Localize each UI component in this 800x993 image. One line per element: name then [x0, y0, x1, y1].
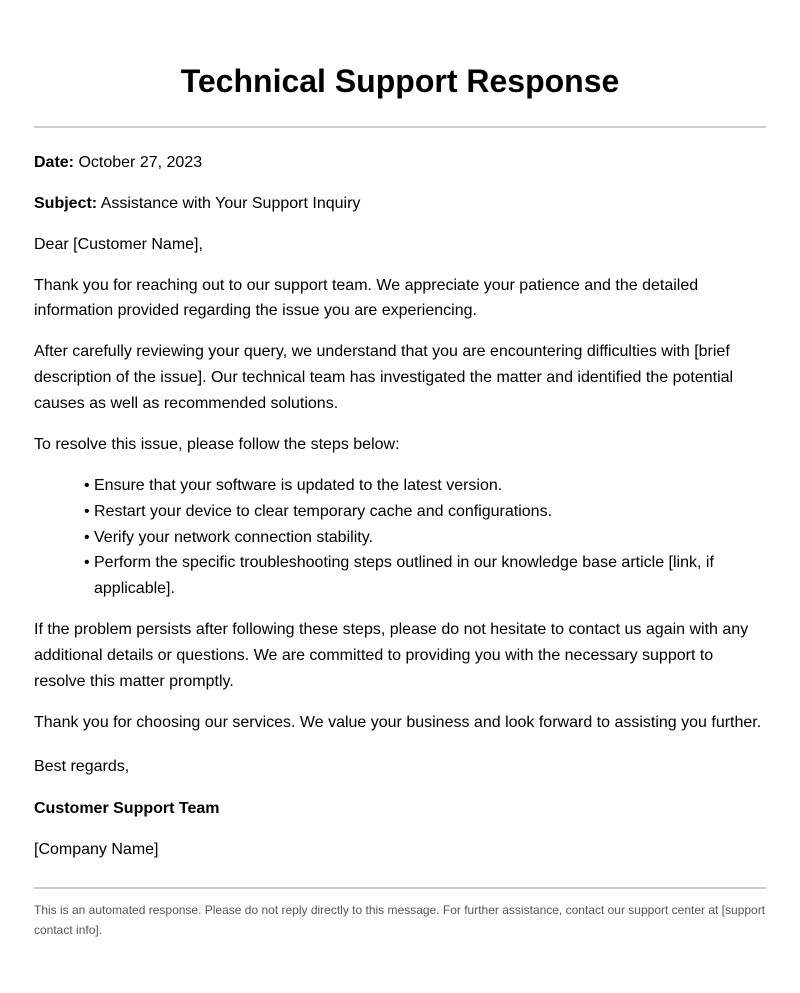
- salutation: Dear [Customer Name],: [34, 235, 203, 253]
- paragraph-thanks: Thank you for reaching out to our support team. We appreciate your patience and the detailed information provided regarding the issue you are experiencing.: [34, 276, 699, 320]
- paragraph-review: After carefully reviewing your query, we understand that you are encountering difficulties with [brief description of the issue]. Our technical team has investigated the matter and identified the potential causes as well as recommended solutions.: [34, 343, 734, 412]
- list-item: • Perform the specific troubleshooting steps outlined in our knowledge base article [link, if applicable].: [84, 550, 766, 601]
- team-name: Customer Support Team: [34, 799, 220, 817]
- paragraph-closing: Thank you for choosing our services. We value your business and look forward to assisting you further.: [34, 713, 762, 731]
- signature-block: [34, 754, 766, 863]
- letter-meta: [34, 150, 766, 217]
- company-name: [Company Name]: [34, 841, 159, 859]
- list-item: • Restart your device to clear temporary cache and configurations.: [84, 499, 766, 525]
- date-label: Date:: [34, 154, 75, 171]
- steps-list: [84, 473, 766, 601]
- paragraph-followup: If the problem persists after following these steps, please do not hesitate to contact us again with any additional details or questions. We are committed to providing you with the necessary support to resolve this matter promptly.: [34, 621, 749, 690]
- list-item: • Verify your network connection stability.: [84, 525, 766, 551]
- letter-body: [34, 232, 766, 736]
- subject-line: [34, 191, 766, 217]
- steps-intro: To resolve this issue, please follow the steps below:: [34, 435, 400, 453]
- date-value: October 27, 2023: [78, 154, 203, 171]
- footer-note: This is an automated response. Please do not reply directly to this message. For further assistance, contact our support center at [support contact info].: [34, 902, 766, 937]
- list-item: • Ensure that your software is updated to the latest version.: [84, 473, 766, 499]
- date-line: [34, 150, 766, 176]
- header-divider: [34, 126, 766, 128]
- subject-value: Assistance with Your Support Inquiry: [100, 195, 361, 213]
- page-title: Technical Support Response: [180, 63, 620, 99]
- closing-line: Best regards,: [34, 758, 130, 776]
- subject-label: Subject:: [34, 195, 98, 213]
- footer-divider: [34, 887, 766, 889]
